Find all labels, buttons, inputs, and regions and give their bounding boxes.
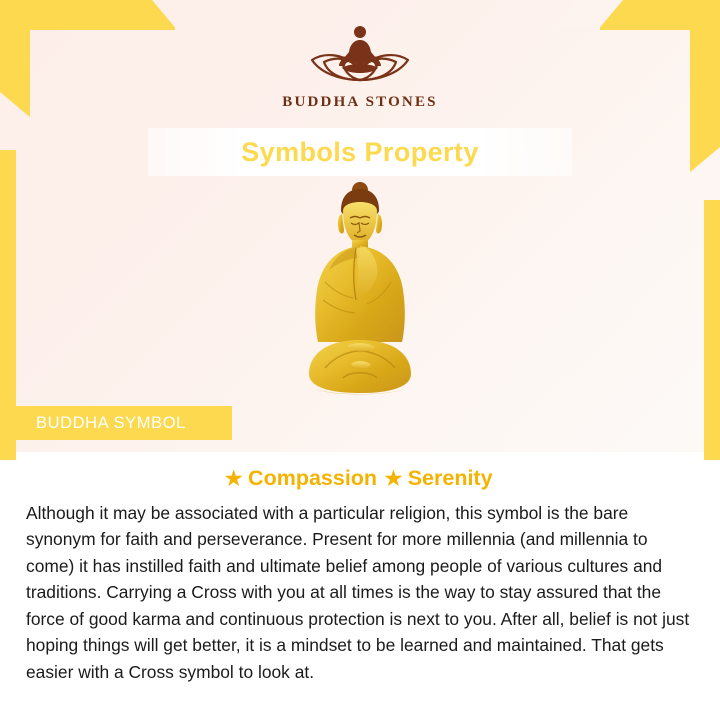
seated-buddha-illustration (255, 178, 465, 413)
headline-row (0, 466, 720, 491)
brand-name: BUDDHA STONES (282, 94, 438, 110)
symbol-tag (16, 406, 232, 440)
title-banner (148, 128, 572, 176)
headline-word-compassion: Compassion (248, 466, 378, 490)
headline-word-serenity: Serenity (407, 466, 493, 490)
body-paragraph: Although it may be associated with a particular religion, this symbol is the bare synonym for faith and perseverance. Present for more millennia (and millennia to come) it has instilled faith and ultimate belief among people of various cultures and traditions. Carrying a Cross with you at all times is the way to stay assured that the force of good karma and continuous protection is next to you. After all, belief is not just hoping things will get better, it is a mindset to be learned and maintained. That gets easier with a Cross symbol to look at. (26, 503, 690, 682)
lotus-meditation-icon (280, 22, 440, 88)
buddha-illustration (0, 178, 720, 413)
star-icon: ★ (223, 465, 245, 491)
star-icon-2: ★ (383, 465, 404, 491)
symbol-tag-label: BUDDHA SYMBOL (36, 413, 186, 432)
page-title: Symbols Property (241, 136, 479, 167)
brand-logo (0, 22, 720, 111)
